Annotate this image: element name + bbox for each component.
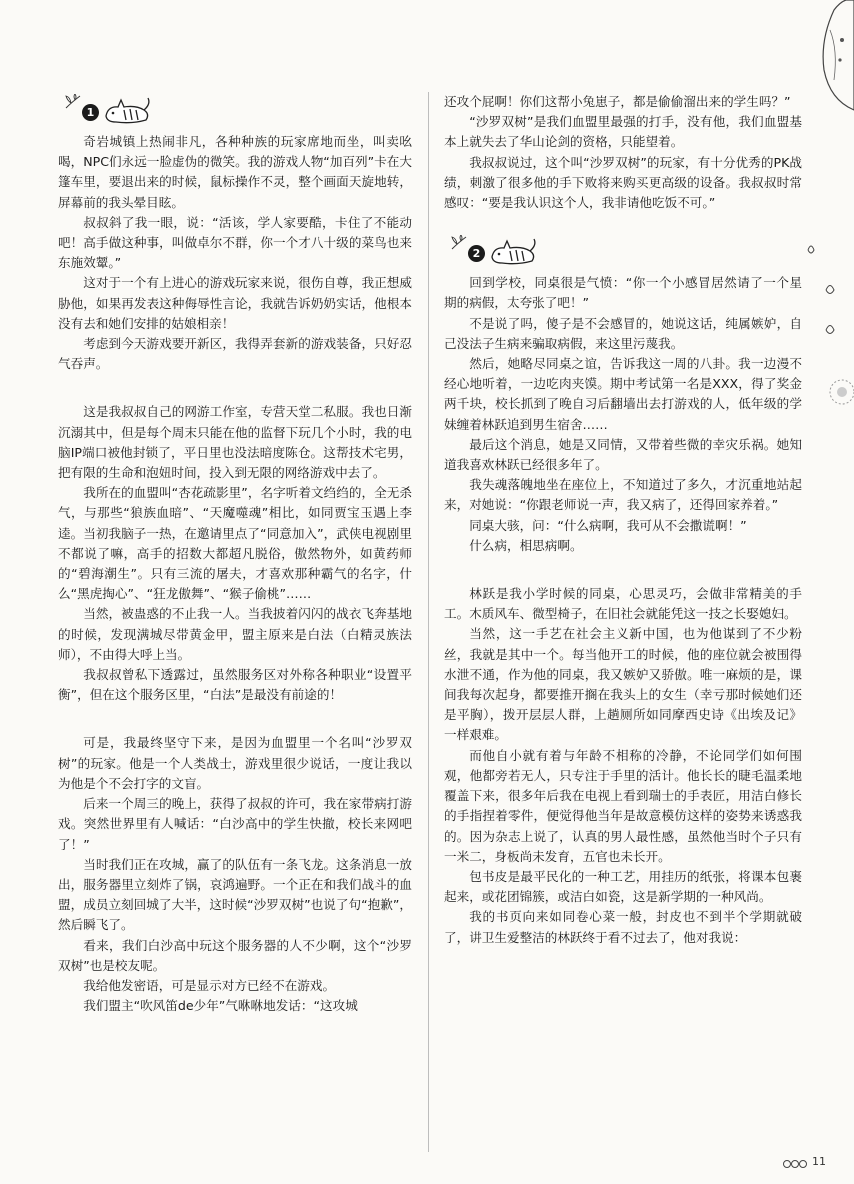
paragraph: 最后这个消息，她是又同情，又带着些微的幸灾乐祸。她知道我喜欢林跃已经很多年了。	[444, 436, 802, 473]
paragraph: 奇岩城镇上热闹非凡，各种种族的玩家席地而坐，叫卖吆喝，NPC们永远一脸虚伪的微笑。我的游戏人物“加百列”卡在大篷车里，要退出来的时候，鼠标操作不灵，整个画面天旋地转，屏幕前的我头晕目眩。	[58, 134, 412, 210]
paragraph: 我给他发密语，可是显示对方已经不在游戏。	[83, 977, 336, 993]
paragraph: 我所在的血盟叫“杏花疏影里”，名字听着文绉绉的，全无杀气，与那些“狼族血暗”、“天魔噬魂”相比，如同贾宝玉遇上李逵。当初我脑子一热，在邀请里点了“同意加入”，武侠电视剧里不都说了嘛，高手的招数大都超凡脱俗，傲然物外，如黄药师的“碧海潮生”。只有三流的屠夫，才喜欢那种霸气的名字，什么“黑虎掏心”、“狂龙傲舞”、“猴子偷桃”……	[58, 485, 412, 602]
flower-ornament-icon	[782, 1158, 808, 1170]
paragraph: 什么病，相思病啊。	[469, 537, 583, 553]
paragraph: 我的书页向来如同卷心菜一般，封皮也不到半个学期就破了，讲卫生爱整洁的林跃终于看不过去了，他对我说：	[444, 909, 802, 945]
sprig-icon	[64, 94, 82, 110]
paragraph: 考虑到今天游戏要开新区，我得弄套新的游戏装备，只好忍气吞声。	[58, 336, 412, 372]
cat-icon	[488, 237, 538, 267]
paragraph: 我叔叔曾私下透露过，虽然服务区对外称各种职业“设置平衡”，但在这个服务区里，“白法”是最没有前途的！	[58, 667, 412, 703]
paragraph: 包书皮是最平民化的一种工艺，用挂历的纸张，将课本包裹起来，或花团锦簇，或洁白如瓷，这是新学期的一种风尚。	[444, 868, 802, 905]
paragraph: 这对于一个有上进心的游戏玩家来说，很伤自尊，我正想威胁他，如果再发表这种侮辱性言论，我就告诉奶奶实话，他根本没有去和她们安排的姑娘相亲！	[58, 275, 412, 331]
paragraph: 然后，她略尽同桌之谊，告诉我这一周的八卦。我一边漫不经心地听着，一边吃肉夹馍。期中考试第一名是XXX，得了奖金两千块，校长抓到了晚自习后翻墙出去打游戏的人，低年级的学妹缠着林跃追到男生宿舍……	[444, 356, 802, 432]
paragraph: 当然，这一手艺在社会主义新中国，也为他谋到了不少粉丝，我就是其中一个。每当他开工的时候，他的座位就会被围得水泄不通，作为他的同桌，我又嫉妒又骄傲。唯一麻烦的是，课间我每次起身，都要推开搁在我头上的女生（幸亏那时候她们还是平胸），拨开层层人群，上趟厕所如同摩西史诗《出埃及记》一样艰难。	[444, 626, 802, 743]
paragraph: 后来一个周三的晚上，获得了叔叔的许可，我在家带病打游戏。突然世界里有人喊话：“白沙高中的学生快撤，校长来网吧了！”	[58, 796, 412, 852]
paragraph: 看来，我们白沙高中玩这个服务器的人不少啊，这个“沙罗双树”也是校友呢。	[58, 937, 412, 973]
left-column	[58, 92, 412, 1016]
paragraph: “沙罗双树”是我们血盟里最强的打手，没有他，我们血盟基本上就失去了华山论剑的资格，只能望着。	[444, 114, 802, 150]
paragraph: 还攻个屁啊！你们这帮小兔崽子，都是偷偷溜出来的学生吗？”	[444, 94, 791, 109]
paragraph: 当时我们正在攻城，赢了的队伍有一条飞龙。这条消息一放出，服务器里立刻炸了锅，哀鸿遍野。一个正在和我们战斗的血盟，成员立刻回城了大半，这时候“沙罗双树”也说了句“抱歉”，然后瞬飞了。	[58, 856, 412, 933]
column-divider	[428, 92, 429, 1152]
section-number: 1	[82, 104, 99, 121]
paragraph: 我失魂落魄地坐在座位上，不知道过了多久，才沉重地站起来，对她说：“你跟老师说一声，我又病了，还得回家养着。”	[444, 477, 802, 513]
page-number: 11	[812, 1155, 826, 1168]
paragraph: 而他自小就有着与年龄不相称的冷静，不论同学们如何围观，他都旁若无人，只专注于手里的活计。他长长的睫毛温柔地覆盖下来，很多年后我在电视上看到瑞士的手表匠，用洁白修长的手指捏着零件，便觉得他当年是故意模仿这样的姿势来诱惑我的。因为杂志上说了，认真的男人最性感，虽然他当时个子只有一米二，身板尚未发育，五官也未长开。	[444, 747, 802, 864]
paragraph: 可是，我最终坚守下来，是因为血盟里一个名叫“沙罗双树”的玩家。他是一个人类战士，游戏里很少说话，一度让我以为他是个不会打字的文盲。	[58, 735, 412, 791]
paragraph: 我们盟主“吹风笛de少年”气咻咻地发话：“这攻城	[83, 998, 358, 1014]
paragraph: 不是说了吗，傻子是不会感冒的，她说这话，纯属嫉妒，自己没法子生病来骗取病假，来这里污蔑我。	[444, 315, 802, 351]
paragraph: 我叔叔说过，这个叫“沙罗双树”的玩家，有十分优秀的PK战绩，刺激了很多他的手下败将来购买更高级的设备。我叔叔时常感叹：“要是我认识这个人，我非请他吃饭不可。”	[444, 154, 802, 211]
sprig-icon	[450, 235, 468, 251]
paragraph: 当然，被蛊惑的不止我一人。当我披着闪闪的战衣飞奔基地的时候，发现满城尽带黄金甲，盟主原来是白法（白精灵族法师），不由得大呼上当。	[58, 606, 412, 662]
paragraph: 回到学校，同桌很是气愤：“你一个小感冒居然请了一个星期的病假，太夸张了吧！”	[444, 275, 802, 311]
section-heading-1	[58, 92, 412, 132]
decorative-illustration	[800, 0, 854, 420]
paragraph: 叔叔斜了我一眼，说：“活该，学人家要酷，卡住了不能动吧！高手做这种事，叫做卓尔不群，你一个才八十级的菜鸟也来东施效颦。”	[58, 214, 412, 271]
paragraph: 林跃是我小学时候的同桌，心思灵巧，会做非常精美的手工。木质风车、微型椅子，在旧社会就能凭这一技之长娶媳妇。	[444, 586, 802, 622]
section-heading-2	[444, 233, 802, 273]
cat-icon	[102, 96, 152, 126]
paragraph: 这是我叔叔自己的网游工作室，专营天堂二私服。我也日渐沉溺其中，但是每个周末只能在他的监督下玩几个小时，我的电脑IP端口被他封锁了，平日里也没法暗度陈仓。这帮技术宅男，把有限的生命和泡妞时间，投入到无限的网络游戏中去了。	[58, 404, 412, 481]
section-number: 2	[468, 245, 485, 262]
right-column	[444, 92, 802, 948]
paragraph: 同桌大骇，问：“什么病啊，我可从不会撒谎啊！”	[469, 517, 747, 533]
